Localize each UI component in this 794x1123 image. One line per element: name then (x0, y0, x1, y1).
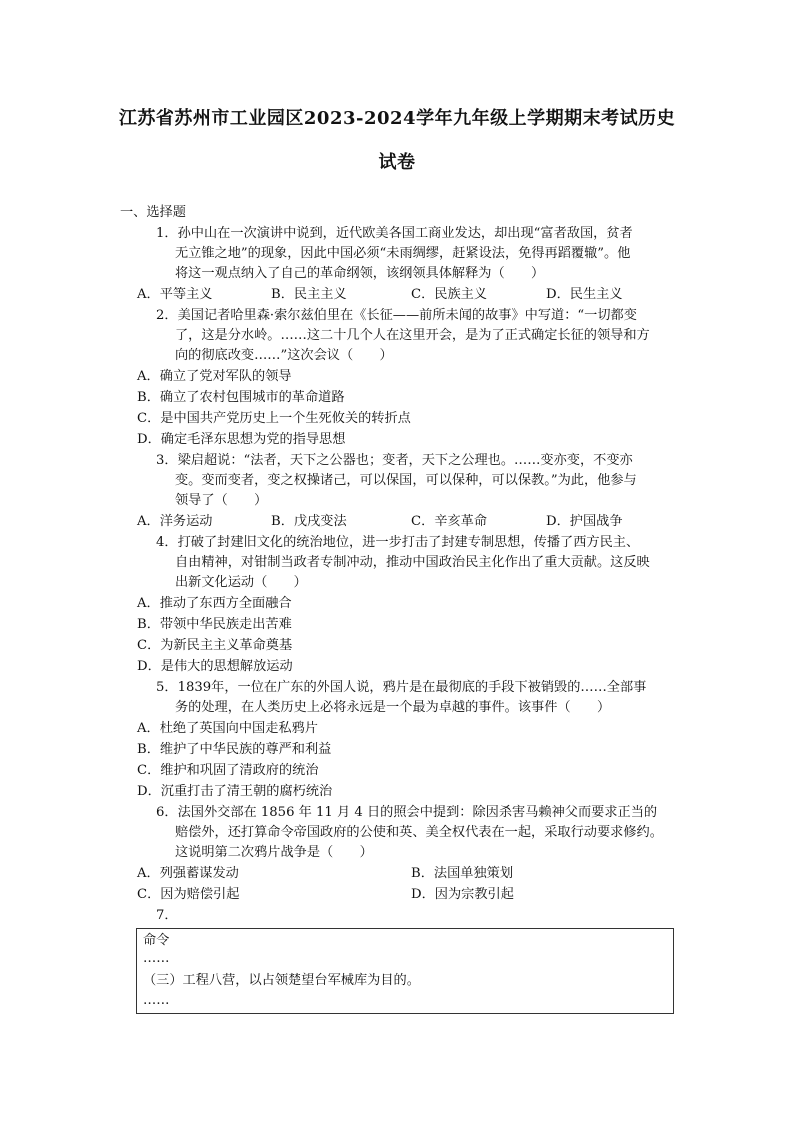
source-line: 命令 (143, 933, 170, 948)
option-a: A．洋务运动 (137, 514, 213, 529)
question-stem-line: 4．打破了封建旧文化的统治地位，进一步打击了封建专制思想，传播了西方民主、 (156, 535, 640, 550)
source-material-box (136, 928, 674, 1014)
option-b: B．法国单独策划 (411, 866, 514, 881)
option-c: C．民族主义 (411, 287, 488, 302)
question-stem-line: 自由精神，对钳制当政者专制冲动，推动中国政治民主化作出了重大贡献。这反映 (175, 555, 650, 570)
question-number: 7． (156, 908, 178, 923)
question-stem-line: 将这一观点纳入了自己的革命纲领，该纲领具体解释为（ ） (175, 266, 545, 281)
option-d: D．是伟大的思想解放运动 (137, 659, 293, 674)
question-stem-line: 出新文化运动（ ） (175, 575, 307, 590)
option-a: A．平等主义 (137, 287, 213, 302)
question-stem-line: 1．孙中山在一次演讲中说到，近代欧美各国工商业发达，却出现“富者敌国，贫者 (156, 226, 633, 241)
question-stem-line: 这说明第二次鸦片战争是（ ） (175, 845, 373, 860)
question-stem-line: 6．法国外交部在 1856 年 11 月 4 日的照会中提到：除因杀害马赖神父而要求正当的 (156, 805, 658, 820)
document-title-line-1: 江苏省苏州市工业园区2023-2024学年九年级上学期期末考试历史 (118, 108, 676, 129)
question-stem-line: 2．美国记者哈里森·索尔兹伯里在《长征——前所未闻的故事》中写道：“一切都变 (156, 308, 637, 323)
source-line: …… (143, 951, 170, 966)
option-b: B．带领中华民族走出苦难 (137, 617, 292, 632)
question-stem-line: 5．1839年，一位在广东的外国人说，鸦片是在最彻底的手段下被销毁的……全部事 (156, 680, 647, 695)
option-c: C．维护和巩固了清政府的统治 (137, 763, 319, 778)
option-a: A．确立了党对军队的领导 (137, 369, 292, 384)
option-c: C．为新民主主义革命奠基 (137, 638, 293, 653)
question-stem-line: 变。变而变者，变之权操诸己，可以保国，可以保种，可以保教。”为此，他参与 (175, 473, 637, 488)
option-b: B．戊戌变法 (271, 514, 347, 529)
document-title-line-2: 试卷 (378, 152, 416, 173)
option-d: D．因为宗教引起 (411, 887, 514, 902)
question-stem-line: 无立锥之地”的现象，因此中国必须“未雨绸缪，赶紧设法，免得再蹈覆辙”。他 (175, 246, 631, 261)
option-c: C．是中国共产党历史上一个生死攸关的转折点 (137, 411, 411, 426)
source-line: （三）工程八营，以占领楚望台军械库为目的。 (143, 973, 420, 988)
option-a: A．杜绝了英国向中国走私鸦片 (137, 721, 318, 736)
source-line: …… (143, 993, 170, 1008)
question-stem-line: 领导了（ ） (175, 493, 268, 508)
option-b: B．民主主义 (271, 287, 347, 302)
option-d: D．确定毛泽东思想为党的指导思想 (137, 432, 346, 447)
question-stem-line: 赔偿外，还打算命令帝国政府的公使和英、美全权代表在一起，采取行动要求修约。 (175, 825, 663, 840)
option-b: B．确立了农村包围城市的革命道路 (137, 390, 345, 405)
option-a: A．列强蓄谋发动 (137, 866, 239, 881)
option-d: D．沉重打击了清王朝的腐朽统治 (137, 784, 333, 799)
option-a: A．推动了东西方全面融合 (137, 596, 292, 611)
question-stem-line: 向的彻底改变……”这次会议（ ） (175, 348, 393, 363)
question-stem-line: 了，这是分水岭。……这二十几个人在这里开会，是为了正式确定长征的领导和方 (175, 328, 650, 343)
option-c: C．辛亥革命 (411, 514, 488, 529)
section-heading: 一、选择题 (120, 205, 186, 220)
option-d: D．护国战争 (546, 514, 623, 529)
option-c: C．因为赔偿引起 (137, 887, 240, 902)
option-b: B．维护了中华民族的尊严和利益 (137, 742, 332, 757)
option-d: D．民生主义 (546, 287, 623, 302)
question-stem-line: 务的处理，在人类历史上必将永远是一个最为卓越的事件。该事件（ ） (175, 700, 611, 715)
question-stem-line: 3．梁启超说：“法者，天下之公器也；变者，天下之公理也。……变亦变，不变亦 (156, 453, 633, 468)
